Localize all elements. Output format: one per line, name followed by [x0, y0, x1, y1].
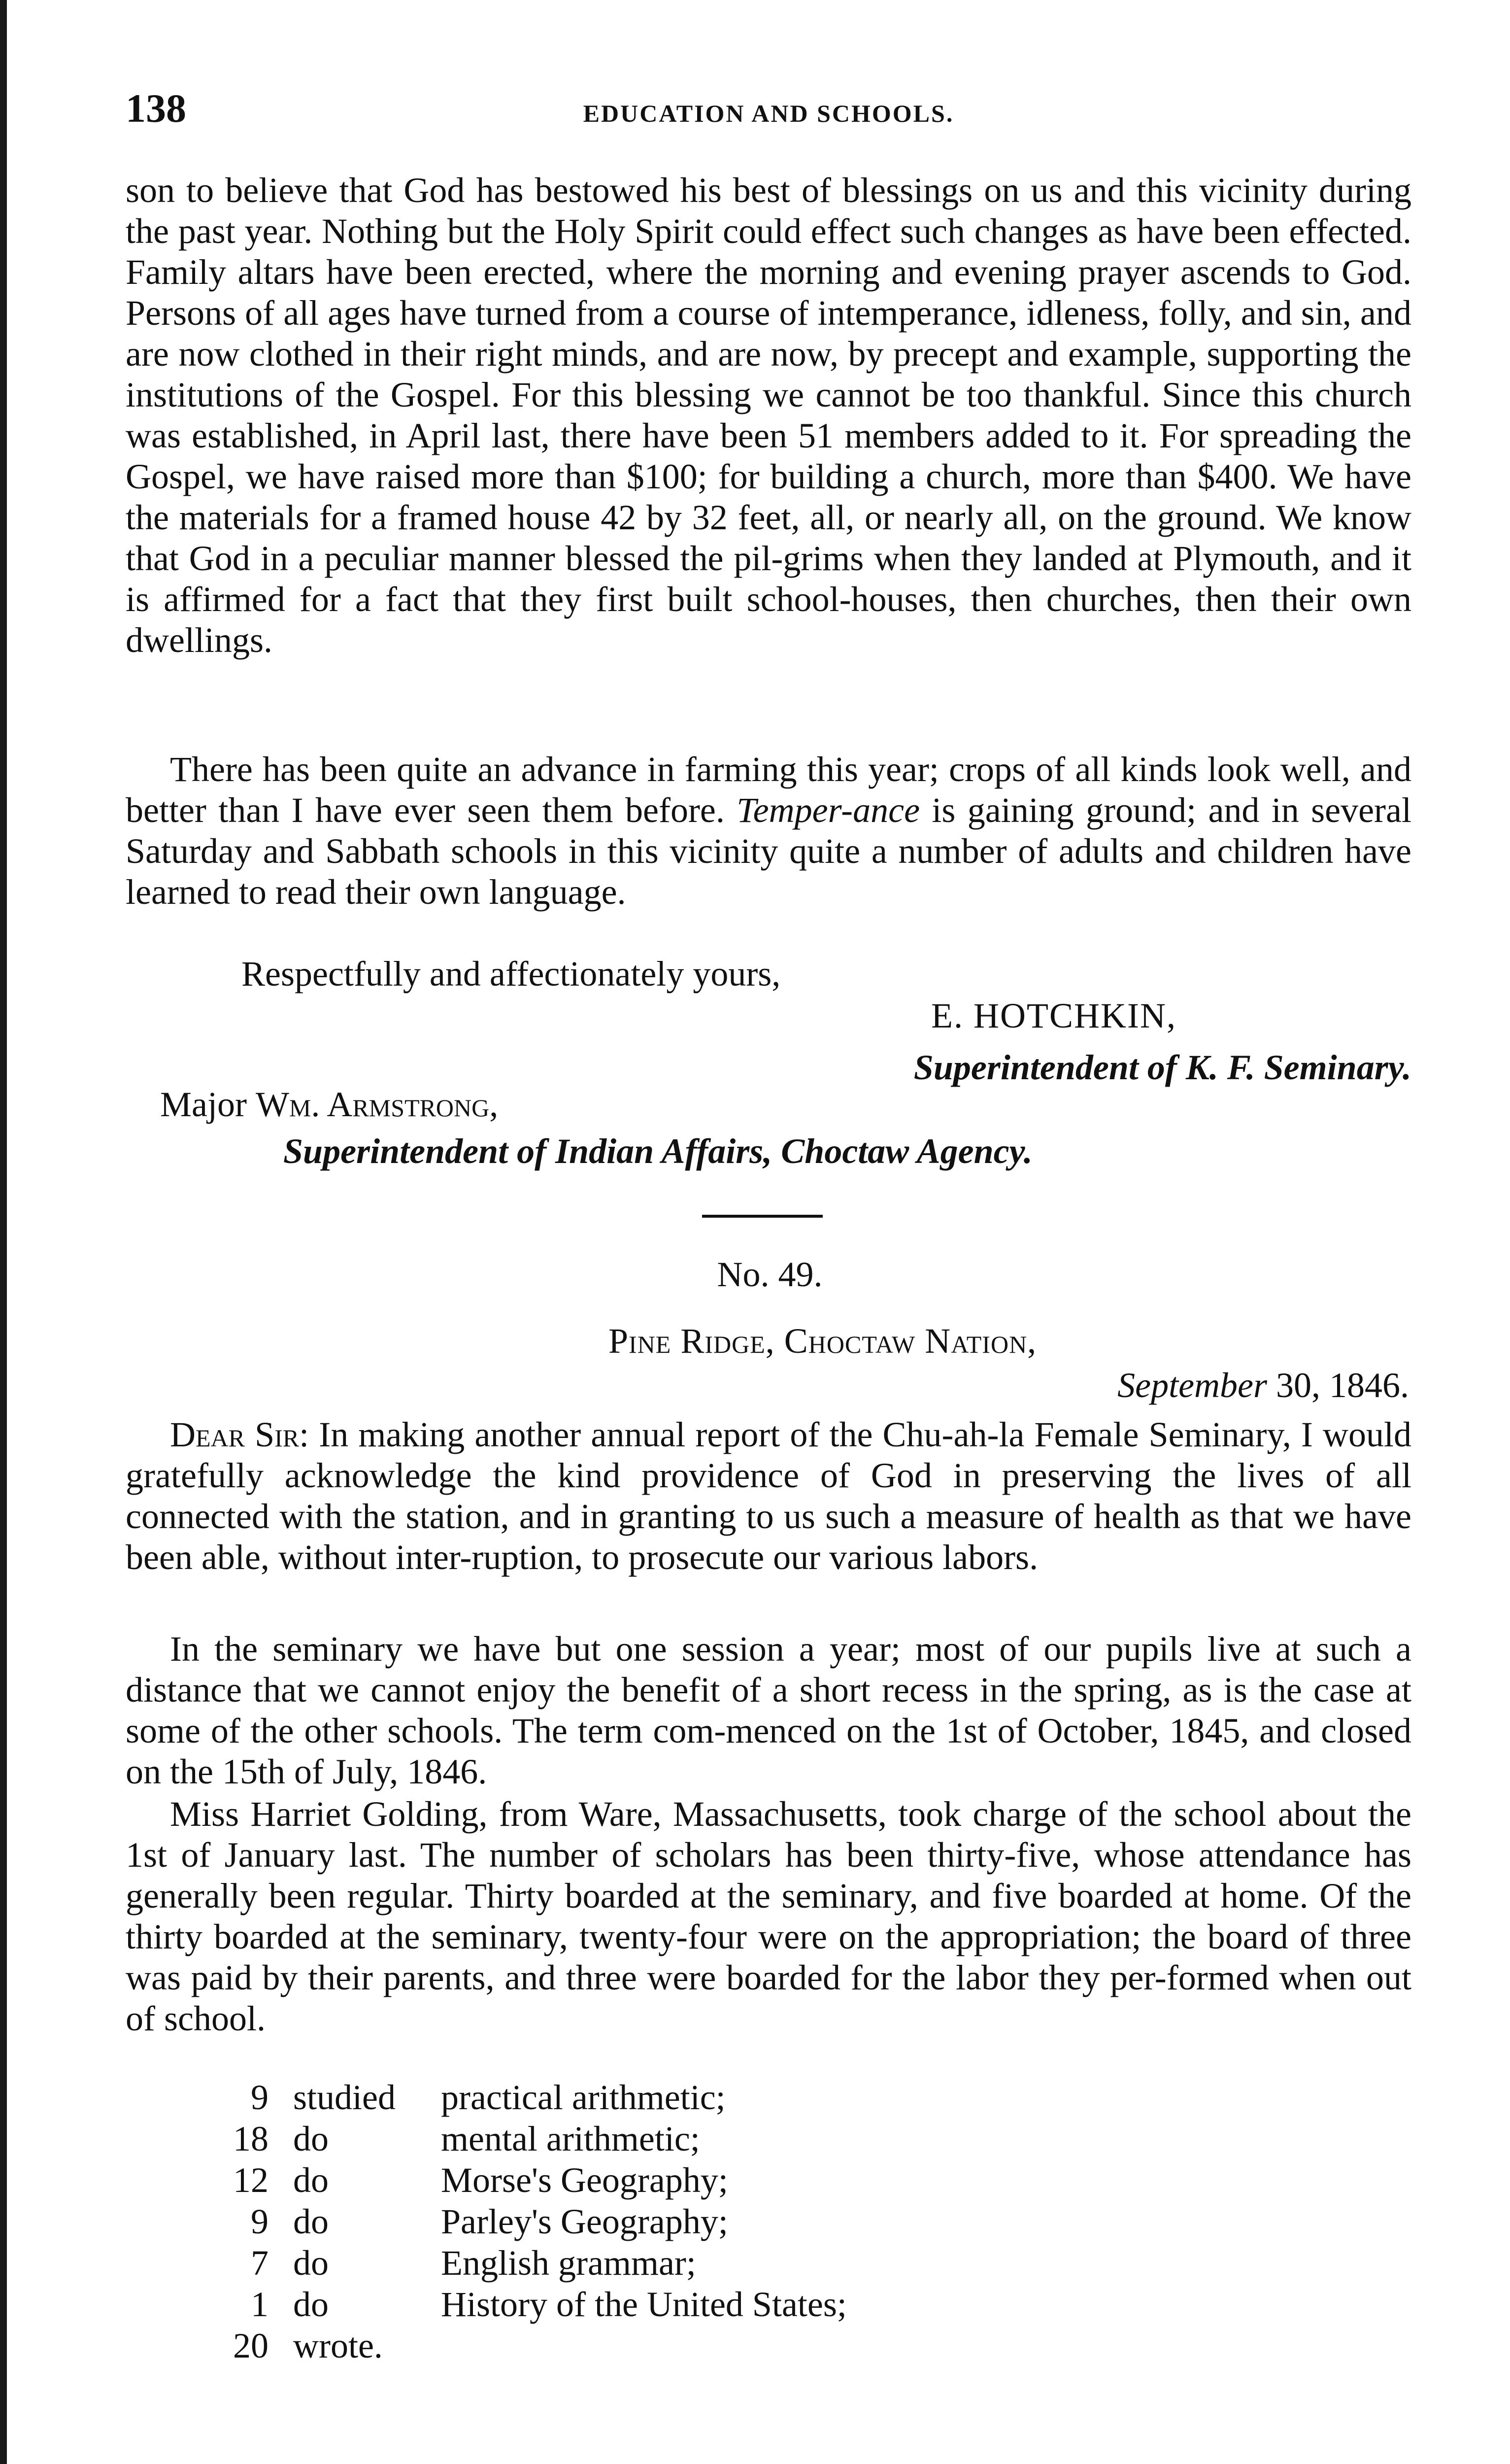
letter2-number: No. 49. — [717, 1255, 823, 1294]
study-row — [232, 2119, 1020, 2160]
letter1-paragraph-2 — [126, 749, 1411, 913]
study-subject: practical arithmetic; — [441, 2078, 726, 2117]
letter1-closing: Respectfully and affectionately yours, — [241, 954, 781, 993]
letter1-paragraph-2-italic: Temper-ance — [737, 790, 920, 830]
letter1-recipient — [160, 1084, 498, 1125]
study-verb: do — [293, 2285, 329, 2324]
date-rest: 30, 1846. — [1276, 1366, 1409, 1405]
page-number: 138 — [126, 86, 186, 131]
letter1-paragraph-2-end: is gaining ground; and in several Saturday and Sabbath schools in this vicinity quite a number of adults and children have learned to read their own language. — [126, 790, 1411, 912]
study-verb: do — [293, 2119, 329, 2158]
study-subject: Morse's Geography; — [441, 2160, 728, 2200]
letter1-paragraph-1: son to believe that God has bestowed his best of blessings on us and this vicinity during the past year. Nothing but the Holy Spirit could effect such changes as have been effected. Family altars have been erected, where the morning and evening prayer ascends to God. Persons of all ages have turned from a course of intemperance, idleness, folly, and sin, and are now clothed in their right minds, and are now, by precept and example, supporting the institutions of the Gospel. For this blessing we cannot be too thankful. Since this church was established, in April last, there have been 51 members added to it. For spreading the Gospel, we have raised more than $100; for building a church, more than $400. We have the materials for a framed house 42 by 32 feet, all, or nearly all, on the ground. We know that God in a peculiar manner blessed the pil-grims when they landed at Plymouth, and it is affirmed for a fact that they first built school-houses, then churches, then their own dwellings. — [126, 171, 1411, 660]
study-count: 9 — [251, 2078, 268, 2117]
study-subject: History of the United States; — [441, 2285, 847, 2324]
study-row — [232, 2160, 1020, 2201]
study-verb: do — [293, 2202, 329, 2241]
study-count: 20 — [233, 2326, 268, 2365]
letter1-paragraph-2-start: There has been quite an advance in farming this year; crops of all kinds look well, and better than I have ever seen them before. — [126, 750, 1411, 830]
study-verb: do — [293, 2243, 329, 2283]
scan-edge-left — [0, 0, 7, 2464]
study-row — [232, 2243, 1020, 2284]
running-title: EDUCATION AND SCHOOLS. — [583, 100, 954, 127]
study-count: 18 — [233, 2119, 268, 2158]
salutation: Dear Sir — [170, 1415, 300, 1454]
study-count: 1 — [251, 2285, 268, 2324]
letter2-place: Pine Ridge, Choctaw Nation, — [608, 1321, 1037, 1361]
study-verb: studied — [293, 2078, 396, 2117]
letter2-paragraph-1-text: : In making another annual report of the Chu-ah-la Female Seminary, I would gratefully acknowledge the kind providence of God in preserving the lives of all connected with the station, and in granting to us such a measure of health as that we have been able, without inter-ruption, to prosecute our various labors. — [126, 1415, 1411, 1577]
study-count: 9 — [251, 2202, 268, 2241]
letter1-signature-title: Superintendent of K. F. Seminary. — [913, 1048, 1411, 1087]
letter2-date — [1117, 1365, 1409, 1406]
letter2-paragraph-3: Miss Harriet Golding, from Ware, Massachusetts, took charge of the school about the 1st of January last. The number of scholars has been thirty-five, whose attendance has generally been regular. Thirty boarded at the seminary, and five boarded at home. Of the thirty boarded at the seminary, twenty-four were on the appropriation; the board of three was paid by their parents, and three were boarded for the labor they per-formed when out of school. — [126, 1794, 1411, 2038]
page-header — [126, 81, 1411, 136]
recipient-name: Wm. Armstrong, — [255, 1085, 499, 1124]
study-row — [232, 2326, 1020, 2367]
recipient-prefix: Major — [160, 1085, 247, 1124]
study-subject: mental arithmetic; — [441, 2119, 700, 2158]
letter2-paragraph-2: In the seminary we have but one session a year; most of our pupils live at such a distance that we cannot enjoy the benefit of a short recess in the spring, as is the case at some of the other schools. The term com-menced on the 1st of October, 1845, and closed on the 15th of July, 1846. — [126, 1629, 1411, 1791]
study-verb: wrote. — [293, 2326, 383, 2365]
study-subject: Parley's Geography; — [441, 2202, 728, 2241]
studies-list — [232, 2077, 1020, 2368]
study-count: 12 — [233, 2160, 268, 2200]
date-month: September — [1117, 1366, 1267, 1405]
section-divider — [702, 1215, 823, 1218]
study-row — [232, 2201, 1020, 2243]
study-verb: do — [293, 2160, 329, 2200]
study-row — [232, 2284, 1020, 2326]
study-row — [232, 2077, 1020, 2119]
letter1-signature-name: E. HOTCHKIN, — [931, 996, 1176, 1035]
study-count: 7 — [251, 2243, 268, 2283]
study-subject: English grammar; — [441, 2243, 696, 2283]
letter2-paragraph-1 — [126, 1414, 1411, 1578]
letter1-recipient-title: Superintendent of Indian Affairs, Choctaw Agency. — [283, 1131, 1033, 1171]
